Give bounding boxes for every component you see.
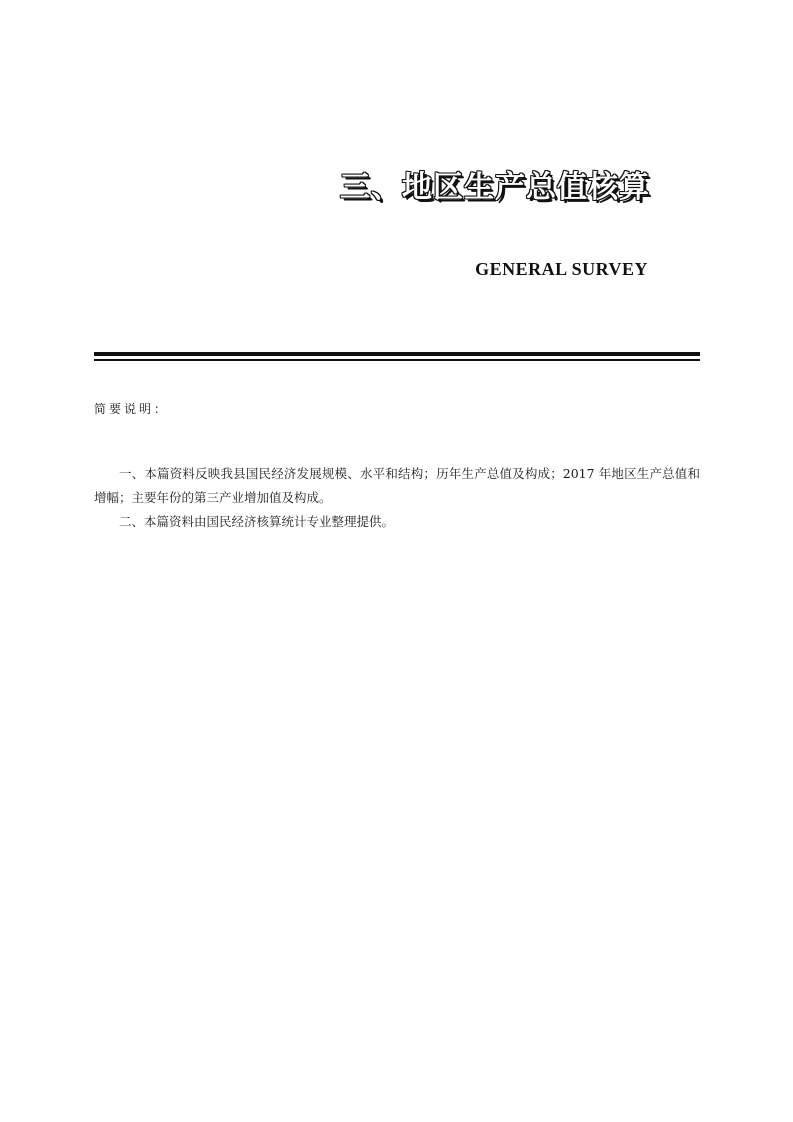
notes-paragraph: 一、本篇资料反映我县国民经济发展规模、水平和结构；历年生产总值及构成；2017 年地区生产总值和增幅；主要年份的第三产业增加值及构成。	[94, 466, 700, 505]
notes-heading: 简要说明：	[94, 402, 170, 416]
header-rule-thick	[94, 352, 700, 356]
chapter-title: 三、地区生产总值核算	[340, 170, 650, 205]
notes-body	[94, 462, 700, 534]
header-rule-thin	[94, 359, 700, 361]
chapter-subtitle: GENERAL SURVEY	[475, 259, 648, 279]
notes-paragraph: 二、本篇资料由国民经济核算统计专业整理提供。	[119, 514, 395, 529]
